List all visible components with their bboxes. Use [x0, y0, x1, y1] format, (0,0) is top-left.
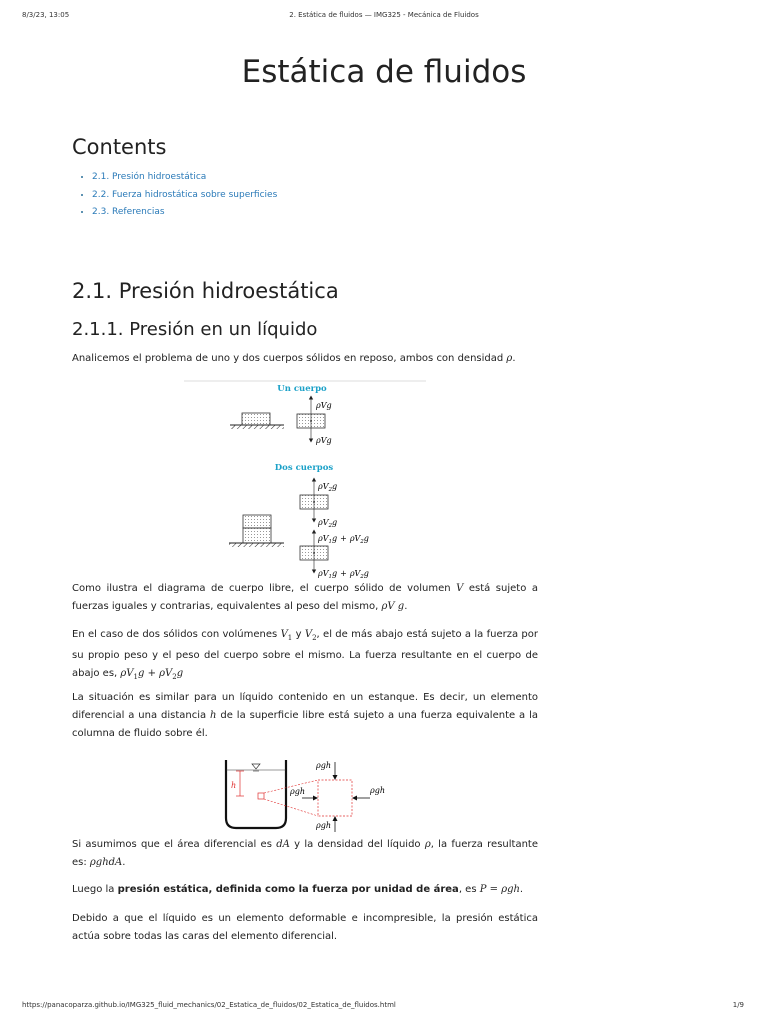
text: de la superficie libre está sujeto a una fuerza equivalente a la columna de fluido sobre él. [72, 710, 538, 739]
math-V1: V [280, 629, 288, 640]
print-url: https://panacoparza.github.io/IMG325_fluid_mechanics/02_Estatica_de_fluidos/02_Estatica_de_fluidos.html [22, 1001, 396, 1009]
math-V: V [456, 583, 464, 594]
section-heading: 2.1. Presión hidroestática [72, 279, 339, 303]
label-rhoV2g-up: $\rho V_2g$ [318, 482, 338, 493]
math-formula: g + ρV [138, 668, 173, 679]
label-sum-down: $\rho V_1g + \rho V_2g$ [318, 569, 369, 580]
toc-link-fuerza[interactable]: 2.2. Fuerza hidrostática sobre superficies [92, 189, 278, 200]
text: En el caso de dos sólidos con volúmenes [72, 629, 278, 640]
text: . [404, 601, 408, 612]
text: Como ilustra el diagrama de cuerpo libre, el cuerpo sólido de volumen [72, 583, 451, 594]
label-rhoV2g-down: $\rho V_2g$ [318, 518, 338, 529]
math-sub: 2 [312, 634, 317, 642]
math-rhoVg: ρV g [381, 601, 405, 612]
text: , el de más abajo está sujeto a la fuerza por su propio peso y el peso del cuerpo sobre el mismo. La fuerza resultante en el cuerpo de abajo es, [72, 629, 538, 679]
toc-item [92, 205, 277, 223]
text: y [295, 629, 302, 640]
math-V2: V [304, 629, 313, 640]
contents-heading: Contents [72, 135, 167, 159]
label-rhoVg-up: ρVg [316, 401, 332, 410]
print-footer [0, 1001, 768, 1013]
text: está sujeto a fuerzas iguales y contrarias, equivalentes al peso del mismo, [72, 583, 538, 612]
subsection-heading: 2.1.1. Presión en un líquido [72, 319, 318, 340]
table-of-contents [72, 170, 277, 223]
paragraph-free-body [72, 580, 538, 616]
text: . [122, 857, 126, 868]
label-rhogh-right: ρgh [370, 786, 385, 795]
math-h: h [210, 710, 217, 721]
paragraph-two-solids [72, 626, 538, 686]
document-title: Estática de fluidos [241, 54, 527, 90]
math-rho: ρ [424, 839, 431, 850]
math-rho: ρ [506, 353, 513, 364]
paragraph-static-pressure [72, 881, 538, 899]
text: La situación es similar para un líquido contenido en un estanque. Es decir, un elemento diferencial a una distancia [72, 692, 538, 721]
page-number: 1/9 [732, 1001, 744, 1009]
text: . [512, 353, 516, 364]
label-sum-up: $\rho V_1g + \rho V_2g$ [318, 534, 369, 545]
label-rhoVg-down: ρVg [316, 436, 332, 445]
paragraph-conclusion: Debido a que el líquido es un elemento deformable e incompresible, la presión estática actúa sobre todas las caras del elemento diferencial. [72, 913, 538, 942]
print-header [0, 11, 768, 23]
text: , la fuerza resultante es: [72, 839, 538, 868]
text: Analicemos el problema de uno y dos cuerpos sólidos en reposo, ambos con densidad [72, 353, 504, 364]
free-body-diagram [184, 380, 426, 580]
label-dos-cuerpos: Dos cuerpos [274, 463, 334, 473]
print-date: 8/3/23, 13:05 [22, 11, 70, 19]
label-rhogh-top: ρgh [316, 761, 331, 770]
math-sub: 1 [133, 673, 138, 681]
label-rhogh-bottom: ρgh [316, 821, 331, 830]
math-dA: dA [276, 839, 290, 850]
paragraph-liquid [72, 689, 538, 743]
math-formula: g [176, 668, 184, 679]
label-rhogh-left: ρgh [290, 787, 305, 796]
paragraph-differential-area [72, 836, 538, 872]
paragraph-intro [72, 350, 538, 368]
text: . [519, 884, 524, 895]
tank-pressure-diagram [212, 752, 420, 834]
print-page-title: 2. Estática de fluidos — IMG325 - Mecánica de Fluidos [289, 11, 479, 19]
math-formula: ρV [120, 668, 134, 679]
toc-link-referencias[interactable]: 2.3. Referencias [92, 207, 165, 217]
label-un-cuerpo: Un cuerpo [277, 384, 327, 394]
text: Luego la [72, 884, 115, 895]
toc-item [92, 170, 277, 188]
math-sub: 2 [172, 673, 177, 681]
label-h: h [231, 781, 237, 790]
text: Si asumimos que el área diferencial es [72, 839, 272, 850]
toc-item [92, 188, 277, 206]
math-equation: P = ρgh [479, 884, 520, 895]
bold-definition: presión estática, definida como la fuerza por unidad de área [117, 884, 459, 895]
text: y la densidad del líquido [294, 839, 421, 850]
toc-link-presion[interactable]: 2.1. Presión hidroestática [92, 172, 207, 182]
text: , es [458, 884, 477, 895]
math-formula: ρghdA [89, 857, 123, 868]
math-sub: 1 [287, 634, 293, 642]
